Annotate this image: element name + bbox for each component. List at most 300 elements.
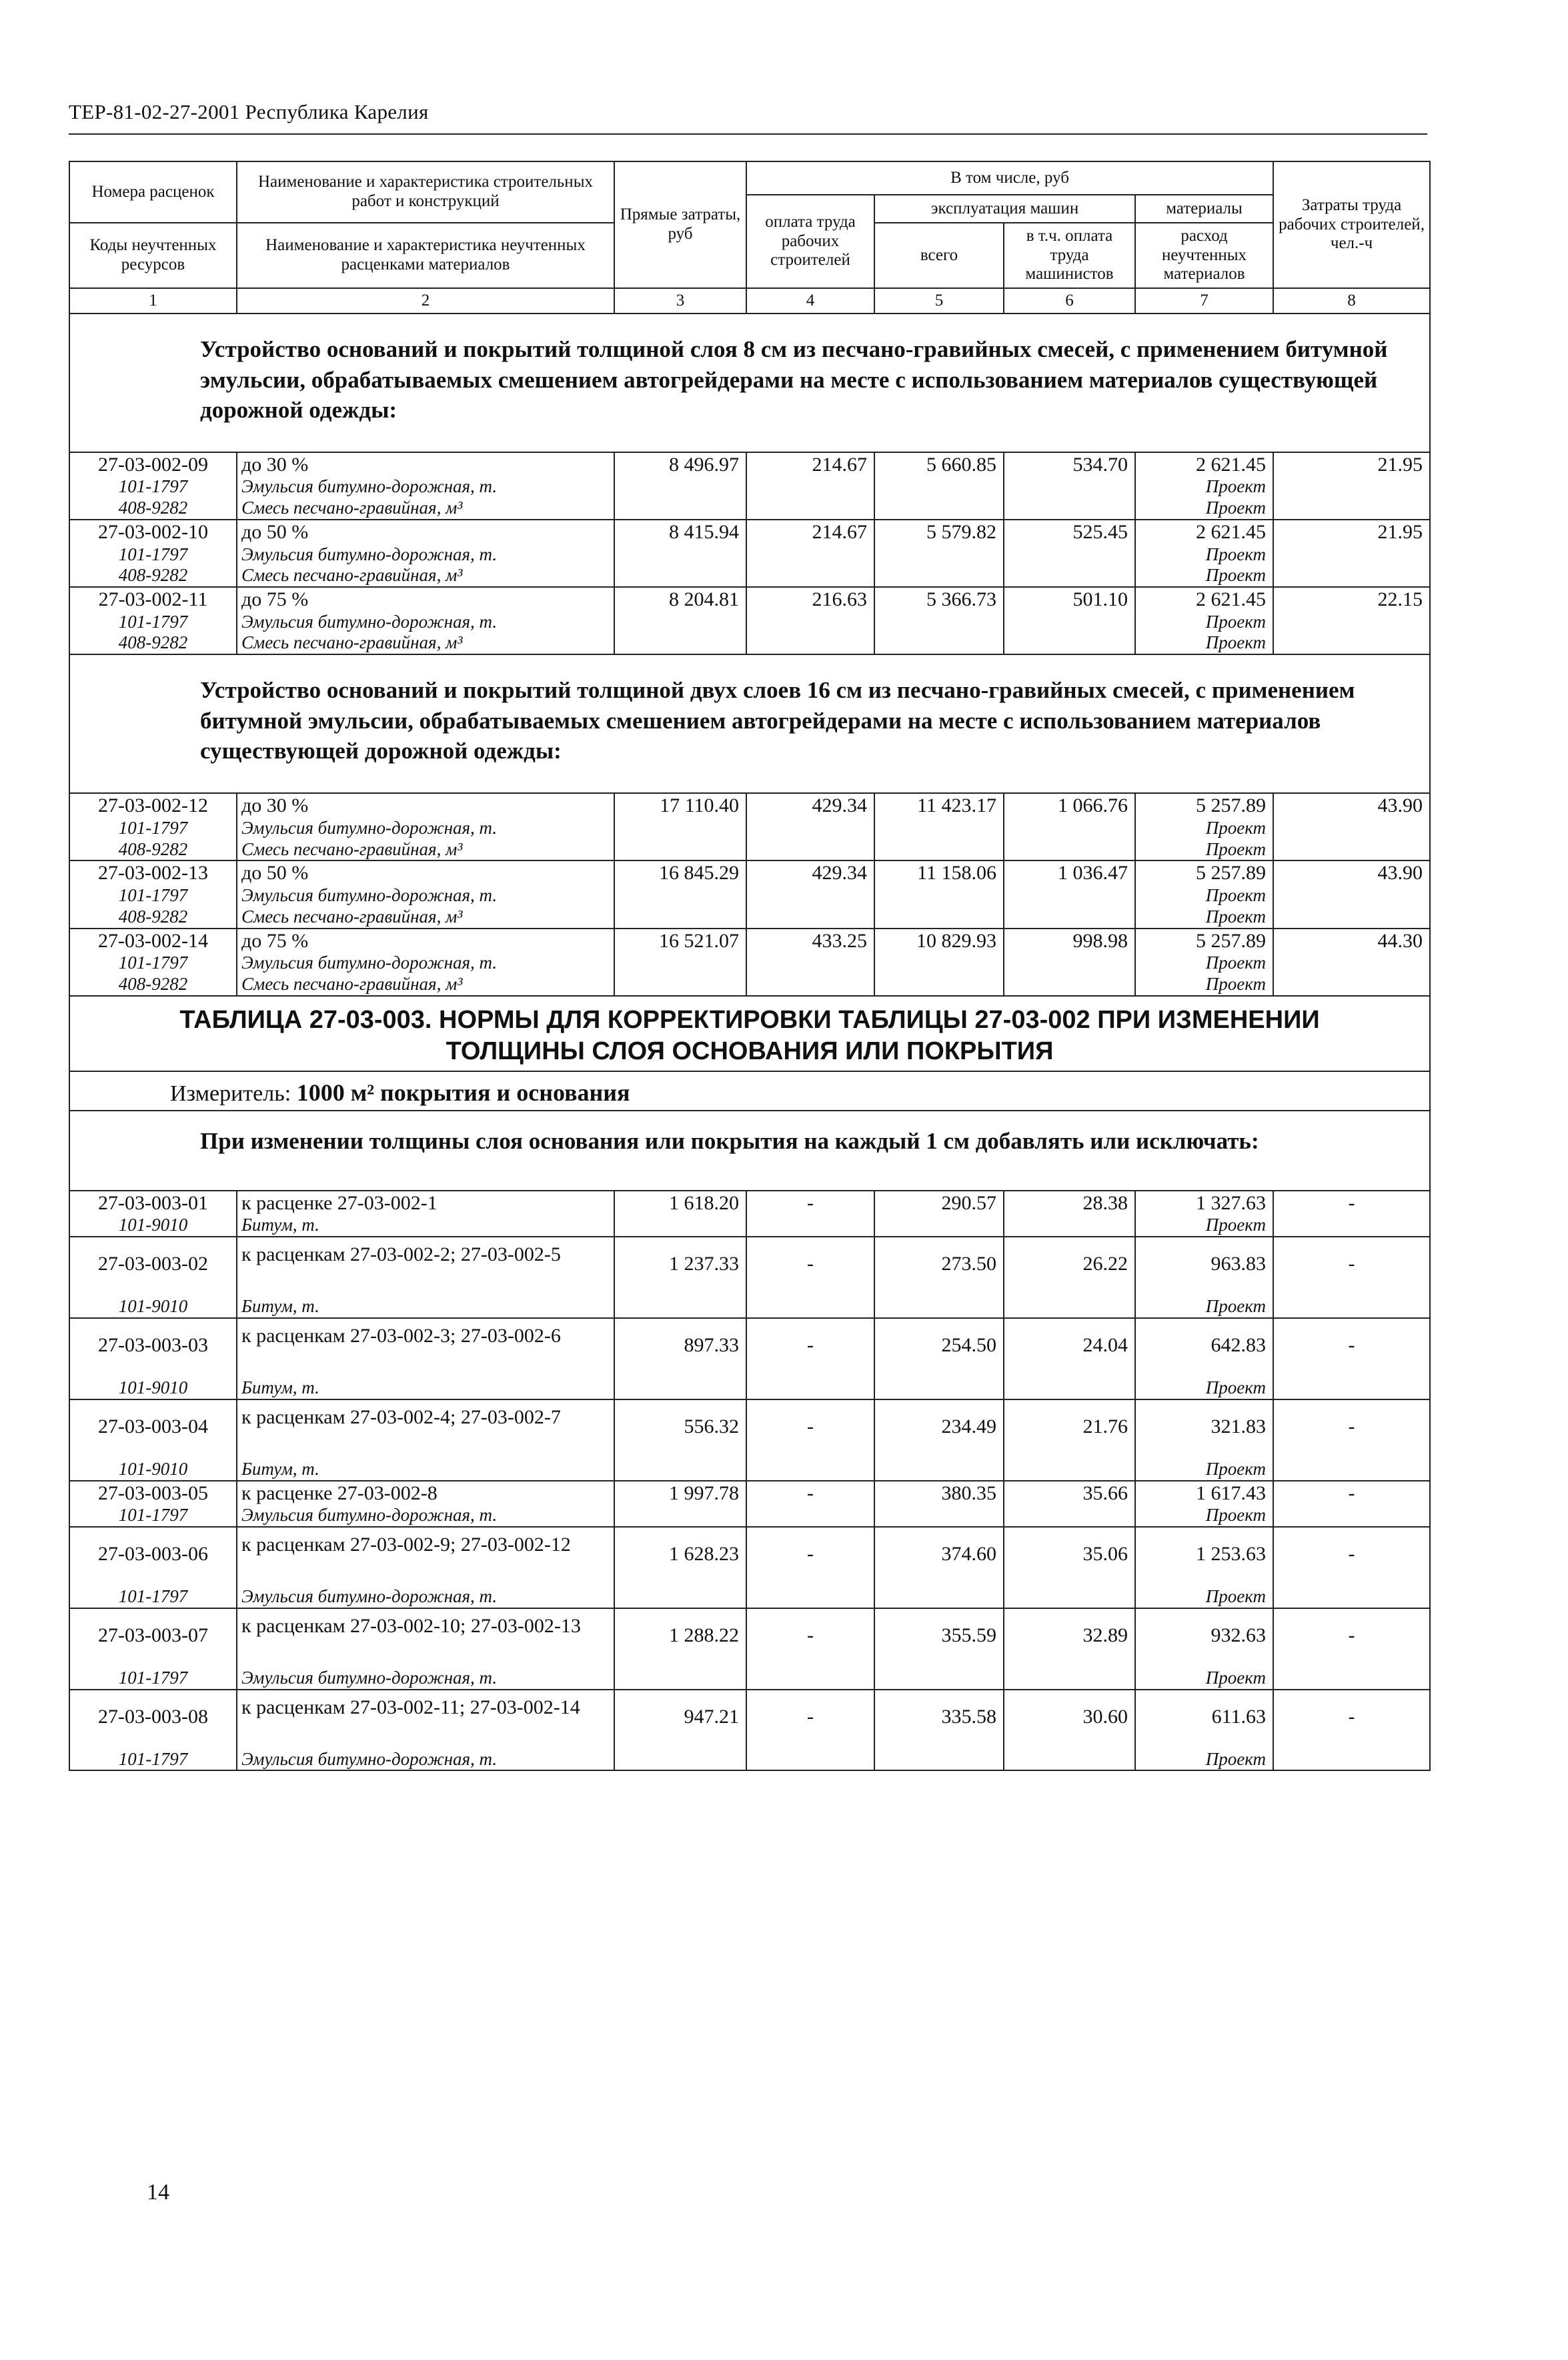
materials-value: 5 257.89 xyxy=(1135,860,1273,884)
empty-cell xyxy=(614,1372,746,1399)
empty-cell xyxy=(614,1291,746,1318)
empty-cell xyxy=(874,1581,1004,1608)
empty-cell xyxy=(614,1744,746,1771)
resource-name: Эмульсия битумно-дорожная, т. xyxy=(237,953,614,974)
rate-code: 27-03-003-01 xyxy=(69,1191,237,1215)
rate-name: до 75 % xyxy=(237,587,614,611)
empty-cell xyxy=(1004,974,1135,996)
resource-code: 408-9282 xyxy=(69,565,237,587)
resource-row xyxy=(69,544,1430,566)
correction-row xyxy=(69,1191,1430,1215)
empty-cell xyxy=(1004,476,1135,498)
empty-cell xyxy=(614,1581,746,1608)
resource-code: 408-9282 xyxy=(69,907,237,929)
machines-total: 273.50 xyxy=(874,1237,1004,1291)
empty-cell xyxy=(1004,1215,1135,1237)
materials-value: 642.83 xyxy=(1135,1318,1273,1372)
col-head-resource-codes: Коды неучтенных ресурсов xyxy=(69,223,237,288)
materials-value: 2 621.45 xyxy=(1135,587,1273,611)
labor-hours: 21.95 xyxy=(1273,452,1430,476)
rate-name: до 50 % xyxy=(237,520,614,544)
machinist-pay: 21.76 xyxy=(1004,1399,1135,1453)
resource-row xyxy=(69,885,1430,907)
resource-row xyxy=(69,612,1430,633)
col-num-4: 4 xyxy=(746,288,874,314)
machines-total: 290.57 xyxy=(874,1191,1004,1215)
empty-cell xyxy=(746,1291,874,1318)
empty-cell xyxy=(874,953,1004,974)
resource-name: Эмульсия битумно-дорожная, т. xyxy=(237,818,614,839)
resource-name: Битум, т. xyxy=(237,1291,614,1318)
empty-cell xyxy=(1273,907,1430,929)
machines-total: 11 158.06 xyxy=(874,860,1004,884)
empty-cell xyxy=(614,565,746,587)
machines-total: 11 423.17 xyxy=(874,793,1004,817)
empty-cell xyxy=(874,544,1004,566)
resource-consumption: Проект xyxy=(1135,632,1273,654)
machines-total: 380.35 xyxy=(874,1481,1004,1505)
table-title-line: ТОЛЩИНЫ СЛОЯ ОСНОВАНИЯ ИЛИ ПОКРЫТИЯ xyxy=(446,1037,1054,1066)
direct-costs: 8 204.81 xyxy=(614,587,746,611)
empty-cell xyxy=(874,565,1004,587)
rate-name: к расценке 27-03-002-8 xyxy=(237,1481,614,1505)
machines-total: 5 579.82 xyxy=(874,520,1004,544)
empty-cell xyxy=(874,1453,1004,1481)
empty-cell xyxy=(614,907,746,929)
section-title: Устройство оснований и покрытий толщиной слоя 8 см из песчано-гравийных смесей, с применением битумной эмульсии, обрабатываемых смешением автогрейдерами на месте с использованием материалов существующей дорожной одежды: xyxy=(69,314,1430,452)
rate-code: 27-03-003-06 xyxy=(69,1527,237,1581)
empty-cell xyxy=(1273,818,1430,839)
labor-hours: - xyxy=(1273,1318,1430,1372)
empty-cell xyxy=(1004,1581,1135,1608)
resource-code: 101-1797 xyxy=(69,544,237,566)
resource-name: Эмульсия битумно-дорожная, т. xyxy=(237,612,614,633)
resource-consumption: Проект xyxy=(1135,953,1273,974)
materials-value: 5 257.89 xyxy=(1135,793,1273,817)
empty-cell xyxy=(1273,544,1430,566)
machines-total: 254.50 xyxy=(874,1318,1004,1372)
empty-cell xyxy=(1273,974,1430,996)
correction-row xyxy=(69,1608,1430,1662)
col-head-labor-hours: Затраты труда рабочих строителей, чел.-ч xyxy=(1273,161,1430,288)
correction-row xyxy=(69,1527,1430,1581)
empty-cell xyxy=(746,1453,874,1481)
machinist-pay: 32.89 xyxy=(1004,1608,1135,1662)
resource-consumption: Проект xyxy=(1135,498,1273,520)
resource-name: Смесь песчано-гравийная, м³ xyxy=(237,632,614,654)
direct-costs: 1 288.22 xyxy=(614,1608,746,1662)
rates-table xyxy=(69,161,1431,1771)
direct-costs: 1 618.20 xyxy=(614,1191,746,1215)
rate-code: 27-03-003-07 xyxy=(69,1608,237,1662)
empty-cell xyxy=(1004,565,1135,587)
labor-hours: - xyxy=(1273,1237,1430,1291)
empty-cell xyxy=(1273,612,1430,633)
empty-cell xyxy=(614,818,746,839)
rate-name: к расценкам 27-03-002-11; 27-03-002-14 xyxy=(237,1690,614,1744)
labor-hours: 21.95 xyxy=(1273,520,1430,544)
empty-cell xyxy=(1004,1372,1135,1399)
materials-value: 2 621.45 xyxy=(1135,452,1273,476)
resource-row xyxy=(69,839,1430,861)
machines-total: 5 660.85 xyxy=(874,452,1004,476)
col-head-machines-total: всего xyxy=(874,223,1004,288)
resource-name: Эмульсия битумно-дорожная, т. xyxy=(237,885,614,907)
empty-cell xyxy=(1004,1662,1135,1690)
section-title: Устройство оснований и покрытий толщиной двух слоев 16 см из песчано-гравийных смесей, с применением битумной эмульсии, обрабатываемых смешением автогрейдерами на месте с использованием материалов существующей дорожной одежды: xyxy=(69,654,1430,793)
empty-cell xyxy=(1004,885,1135,907)
correction-row xyxy=(69,1481,1430,1505)
empty-cell xyxy=(614,885,746,907)
resource-code: 101-9010 xyxy=(69,1453,237,1481)
direct-costs: 8 496.97 xyxy=(614,452,746,476)
resource-code: 408-9282 xyxy=(69,839,237,861)
empty-cell xyxy=(614,974,746,996)
machines-total: 355.59 xyxy=(874,1608,1004,1662)
col-head-materials: материалы xyxy=(1135,195,1273,223)
worker-pay: 214.67 xyxy=(746,520,874,544)
worker-pay: - xyxy=(746,1608,874,1662)
empty-cell xyxy=(1273,1453,1430,1481)
empty-cell xyxy=(614,612,746,633)
rate-code: 27-03-002-10 xyxy=(69,520,237,544)
empty-cell xyxy=(614,544,746,566)
resource-row xyxy=(69,565,1430,587)
empty-cell xyxy=(874,839,1004,861)
resource-consumption: Проект xyxy=(1135,612,1273,633)
resource-name: Смесь песчано-гравийная, м³ xyxy=(237,907,614,929)
empty-cell xyxy=(874,498,1004,520)
labor-hours: 44.30 xyxy=(1273,929,1430,953)
empty-cell xyxy=(874,1215,1004,1237)
rate-name: к расценке 27-03-002-1 xyxy=(237,1191,614,1215)
worker-pay: - xyxy=(746,1481,874,1505)
empty-cell xyxy=(1273,839,1430,861)
rate-code: 27-03-002-09 xyxy=(69,452,237,476)
worker-pay: 429.34 xyxy=(746,860,874,884)
empty-cell xyxy=(1273,1372,1430,1399)
empty-cell xyxy=(746,612,874,633)
empty-cell xyxy=(746,1744,874,1771)
empty-cell xyxy=(746,544,874,566)
resource-name: Смесь песчано-гравийная, м³ xyxy=(237,974,614,996)
worker-pay: - xyxy=(746,1690,874,1744)
resource-row xyxy=(69,907,1430,929)
direct-costs: 16 845.29 xyxy=(614,860,746,884)
empty-cell xyxy=(874,1291,1004,1318)
empty-cell xyxy=(746,565,874,587)
machinist-pay: 998.98 xyxy=(1004,929,1135,953)
empty-cell xyxy=(746,907,874,929)
resource-row xyxy=(69,1215,1430,1237)
rate-code: 27-03-003-08 xyxy=(69,1690,237,1744)
resource-consumption: Проект xyxy=(1135,885,1273,907)
resource-code: 101-1797 xyxy=(69,818,237,839)
col-head-including-group: В том числе, руб xyxy=(746,161,1273,195)
rate-code: 27-03-003-04 xyxy=(69,1399,237,1453)
direct-costs: 1 237.33 xyxy=(614,1237,746,1291)
worker-pay: 429.34 xyxy=(746,793,874,817)
machines-total: 10 829.93 xyxy=(874,929,1004,953)
direct-costs: 947.21 xyxy=(614,1690,746,1744)
empty-cell xyxy=(1273,885,1430,907)
machines-total: 5 366.73 xyxy=(874,587,1004,611)
empty-cell xyxy=(874,1372,1004,1399)
resource-code: 101-9010 xyxy=(69,1215,237,1237)
col-num-2: 2 xyxy=(237,288,614,314)
direct-costs: 17 110.40 xyxy=(614,793,746,817)
empty-cell xyxy=(874,632,1004,654)
table-title xyxy=(69,996,1430,1071)
rate-code: 27-03-002-11 xyxy=(69,587,237,611)
direct-costs: 556.32 xyxy=(614,1399,746,1453)
resource-row xyxy=(69,1744,1430,1771)
resource-row xyxy=(69,1291,1430,1318)
labor-hours: - xyxy=(1273,1481,1430,1505)
rate-row xyxy=(69,452,1430,476)
machinist-pay: 1 066.76 xyxy=(1004,793,1135,817)
empty-cell xyxy=(614,1215,746,1237)
empty-cell xyxy=(1273,1215,1430,1237)
worker-pay: - xyxy=(746,1318,874,1372)
resource-name: Эмульсия битумно-дорожная, т. xyxy=(237,1662,614,1690)
measure-label: Измеритель: xyxy=(170,1081,291,1106)
empty-cell xyxy=(1004,1744,1135,1771)
empty-cell xyxy=(874,907,1004,929)
empty-cell xyxy=(746,1581,874,1608)
machinist-pay: 525.45 xyxy=(1004,520,1135,544)
rate-code: 27-03-003-05 xyxy=(69,1481,237,1505)
empty-cell xyxy=(1004,818,1135,839)
worker-pay: 214.67 xyxy=(746,452,874,476)
rate-row xyxy=(69,587,1430,611)
empty-cell xyxy=(746,1505,874,1527)
labor-hours: - xyxy=(1273,1191,1430,1215)
resource-code: 101-1797 xyxy=(69,1662,237,1690)
worker-pay: - xyxy=(746,1527,874,1581)
empty-cell xyxy=(746,1662,874,1690)
resource-code: 101-1797 xyxy=(69,1744,237,1771)
resource-code: 408-9282 xyxy=(69,632,237,654)
correction-row xyxy=(69,1399,1430,1453)
empty-cell xyxy=(1273,476,1430,498)
resource-code: 101-1797 xyxy=(69,885,237,907)
empty-cell xyxy=(1273,1505,1430,1527)
empty-cell xyxy=(874,974,1004,996)
machinist-pay: 1 036.47 xyxy=(1004,860,1135,884)
col-head-material-name: Наименование и характеристика неучтенных расценками материалов xyxy=(237,223,614,288)
machinist-pay: 28.38 xyxy=(1004,1191,1135,1215)
rate-name: до 30 % xyxy=(237,452,614,476)
resource-row xyxy=(69,1581,1430,1608)
direct-costs: 16 521.07 xyxy=(614,929,746,953)
empty-cell xyxy=(746,885,874,907)
empty-cell xyxy=(614,632,746,654)
col-num-5: 5 xyxy=(874,288,1004,314)
correction-row xyxy=(69,1318,1430,1372)
rate-name: к расценкам 27-03-002-10; 27-03-002-13 xyxy=(237,1608,614,1662)
empty-cell xyxy=(1004,612,1135,633)
col-head-material-consumption: расход неучтенных материалов xyxy=(1135,223,1273,288)
resource-row xyxy=(69,632,1430,654)
machines-total: 374.60 xyxy=(874,1527,1004,1581)
rate-row xyxy=(69,520,1430,544)
resource-row xyxy=(69,1372,1430,1399)
empty-cell xyxy=(874,1662,1004,1690)
rate-code: 27-03-002-12 xyxy=(69,793,237,817)
rate-code: 27-03-003-02 xyxy=(69,1237,237,1291)
empty-cell xyxy=(1004,953,1135,974)
worker-pay: - xyxy=(746,1191,874,1215)
resource-name: Смесь песчано-гравийная, м³ xyxy=(237,839,614,861)
resource-consumption: Проект xyxy=(1135,907,1273,929)
resource-consumption: Проект xyxy=(1135,839,1273,861)
resource-consumption: Проект xyxy=(1135,476,1273,498)
machinist-pay: 35.66 xyxy=(1004,1481,1135,1505)
resource-name: Битум, т. xyxy=(237,1215,614,1237)
materials-value: 932.63 xyxy=(1135,1608,1273,1662)
materials-value: 5 257.89 xyxy=(1135,929,1273,953)
empty-cell xyxy=(614,1453,746,1481)
resource-row xyxy=(69,953,1430,974)
col-head-work-name: Наименование и характеристика строительных работ и конструкций xyxy=(237,161,614,223)
rate-code: 27-03-003-03 xyxy=(69,1318,237,1372)
direct-costs: 1 997.78 xyxy=(614,1481,746,1505)
correction-row xyxy=(69,1237,1430,1291)
resource-consumption: Проект xyxy=(1135,974,1273,996)
resource-code: 101-9010 xyxy=(69,1372,237,1399)
col-head-machinist-pay: в т.ч. оплата труда машинистов xyxy=(1004,223,1135,288)
col-num-7: 7 xyxy=(1135,288,1273,314)
col-num-8: 8 xyxy=(1273,288,1430,314)
empty-cell xyxy=(614,839,746,861)
empty-cell xyxy=(1273,1744,1430,1771)
labor-hours: - xyxy=(1273,1608,1430,1662)
resource-code: 101-1797 xyxy=(69,953,237,974)
rate-name: до 75 % xyxy=(237,929,614,953)
col-num-6: 6 xyxy=(1004,288,1135,314)
empty-cell xyxy=(746,839,874,861)
empty-cell xyxy=(614,498,746,520)
empty-cell xyxy=(614,1505,746,1527)
direct-costs: 897.33 xyxy=(614,1318,746,1372)
direct-costs: 1 628.23 xyxy=(614,1527,746,1581)
page-number: 14 xyxy=(147,2180,169,2205)
header-divider xyxy=(69,133,1427,135)
section-title: При изменении толщины слоя основания или покрытия на каждый 1 см добавлять или исключать: xyxy=(69,1111,1430,1191)
resource-row xyxy=(69,498,1430,520)
labor-hours: - xyxy=(1273,1527,1430,1581)
rate-row xyxy=(69,929,1430,953)
measure-value: 1000 м² покрытия и основания xyxy=(296,1079,630,1106)
resource-code: 101-1797 xyxy=(69,1505,237,1527)
machinist-pay: 501.10 xyxy=(1004,587,1135,611)
labor-hours: - xyxy=(1273,1690,1430,1744)
resource-name: Эмульсия битумно-дорожная, т. xyxy=(237,544,614,566)
resource-row xyxy=(69,974,1430,996)
materials-value: 1 253.63 xyxy=(1135,1527,1273,1581)
worker-pay: 433.25 xyxy=(746,929,874,953)
table-title-line: ТАБЛИЦА 27-03-003. НОРМЫ ДЛЯ КОРРЕКТИРОВКИ ТАБЛИЦЫ 27-03-002 ПРИ ИЗМЕНЕНИИ xyxy=(179,1005,1320,1034)
machines-total: 335.58 xyxy=(874,1690,1004,1744)
correction-row xyxy=(69,1690,1430,1744)
materials-value: 321.83 xyxy=(1135,1399,1273,1453)
empty-cell xyxy=(874,885,1004,907)
rates-table-frame xyxy=(69,161,1429,1771)
empty-cell xyxy=(1004,1453,1135,1481)
empty-cell xyxy=(746,1372,874,1399)
materials-value: 1 617.43 xyxy=(1135,1481,1273,1505)
rate-code: 27-03-002-14 xyxy=(69,929,237,953)
resource-row xyxy=(69,1662,1430,1690)
empty-cell xyxy=(1004,544,1135,566)
resource-consumption: Проект xyxy=(1135,1372,1273,1399)
col-head-rate-numbers: Номера расценок xyxy=(69,161,237,223)
rate-row xyxy=(69,793,1430,817)
empty-cell xyxy=(746,498,874,520)
empty-cell xyxy=(746,632,874,654)
page-header: ТЕР-81-02-27-2001 Республика Карелия xyxy=(69,100,429,123)
resource-row xyxy=(69,1505,1430,1527)
resource-consumption: Проект xyxy=(1135,565,1273,587)
empty-cell xyxy=(1273,1291,1430,1318)
rate-name: к расценкам 27-03-002-2; 27-03-002-5 xyxy=(237,1237,614,1291)
empty-cell xyxy=(1273,1662,1430,1690)
rate-code: 27-03-002-13 xyxy=(69,860,237,884)
labor-hours: 22.15 xyxy=(1273,587,1430,611)
empty-cell xyxy=(746,974,874,996)
materials-value: 611.63 xyxy=(1135,1690,1273,1744)
machinist-pay: 30.60 xyxy=(1004,1690,1135,1744)
rate-name: к расценкам 27-03-002-9; 27-03-002-12 xyxy=(237,1527,614,1581)
worker-pay: 216.63 xyxy=(746,587,874,611)
rate-row xyxy=(69,860,1430,884)
empty-cell xyxy=(1273,1581,1430,1608)
materials-value: 963.83 xyxy=(1135,1237,1273,1291)
col-num-3: 3 xyxy=(614,288,746,314)
machinist-pay: 24.04 xyxy=(1004,1318,1135,1372)
resource-code: 101-9010 xyxy=(69,1291,237,1318)
resource-name: Эмульсия битумно-дорожная, т. xyxy=(237,1505,614,1527)
direct-costs: 8 415.94 xyxy=(614,520,746,544)
resource-consumption: Проект xyxy=(1135,1453,1273,1481)
rate-name: до 50 % xyxy=(237,860,614,884)
materials-value: 1 327.63 xyxy=(1135,1191,1273,1215)
empty-cell xyxy=(1273,953,1430,974)
empty-cell xyxy=(746,476,874,498)
col-num-1: 1 xyxy=(69,288,237,314)
col-head-direct-costs: Прямые затраты, руб xyxy=(614,161,746,288)
resource-name: Битум, т. xyxy=(237,1372,614,1399)
empty-cell xyxy=(874,476,1004,498)
resource-consumption: Проект xyxy=(1135,1662,1273,1690)
machinist-pay: 534.70 xyxy=(1004,452,1135,476)
col-head-worker-pay: оплата труда рабочих строителей xyxy=(746,195,874,288)
rate-name: к расценкам 27-03-002-3; 27-03-002-6 xyxy=(237,1318,614,1372)
empty-cell xyxy=(1273,632,1430,654)
resource-code: 101-1797 xyxy=(69,1581,237,1608)
empty-cell xyxy=(1273,498,1430,520)
empty-cell xyxy=(874,612,1004,633)
labor-hours: - xyxy=(1273,1399,1430,1453)
materials-value: 2 621.45 xyxy=(1135,520,1273,544)
empty-cell xyxy=(746,818,874,839)
worker-pay: - xyxy=(746,1237,874,1291)
machines-total: 234.49 xyxy=(874,1399,1004,1453)
empty-cell xyxy=(1004,1291,1135,1318)
resource-consumption: Проект xyxy=(1135,1291,1273,1318)
resource-code: 101-1797 xyxy=(69,612,237,633)
